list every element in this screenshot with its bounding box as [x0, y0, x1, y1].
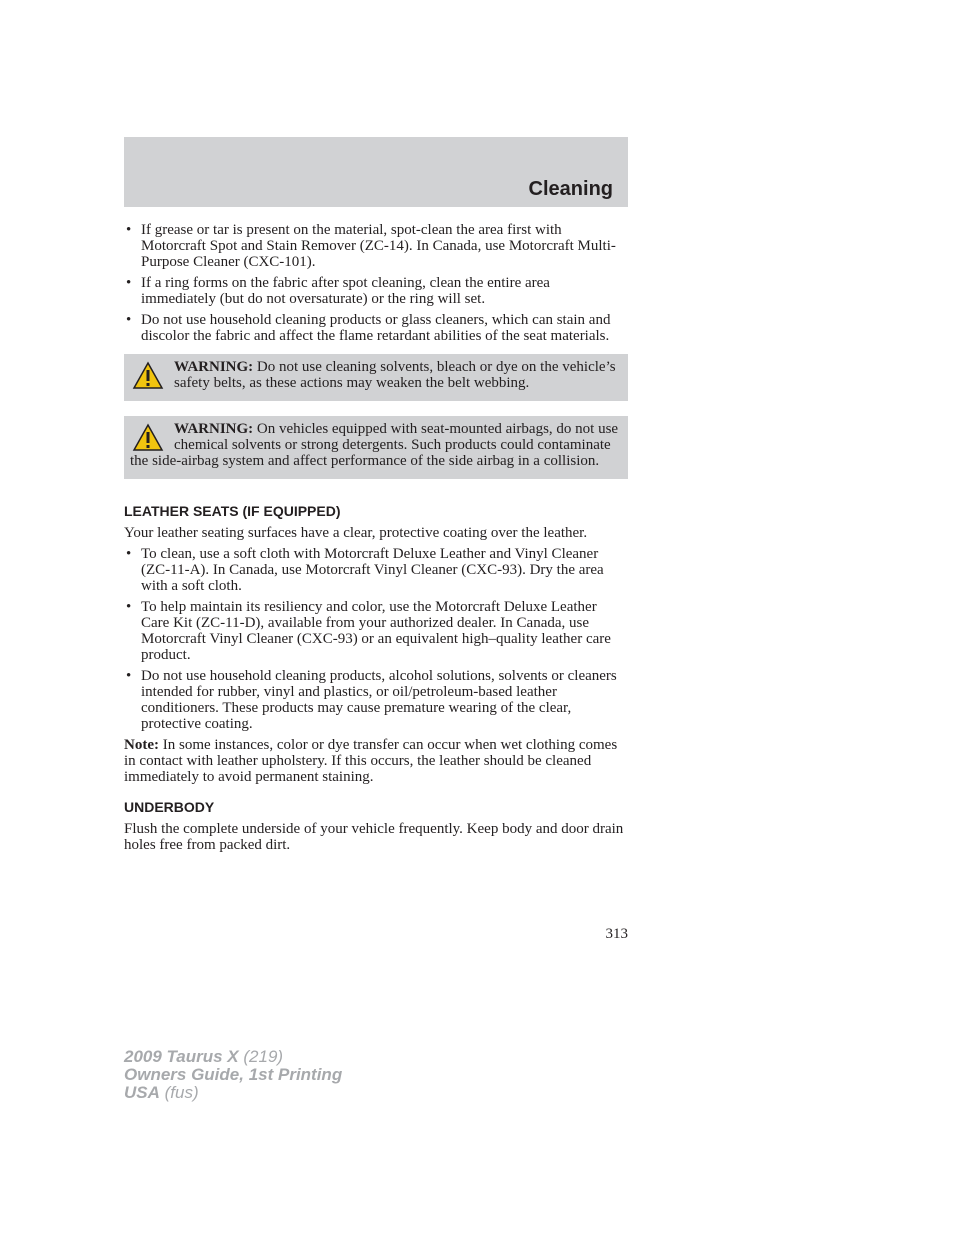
leather-bullet-list: [124, 546, 628, 732]
intro-bullet-list: [124, 222, 628, 344]
leather-intro: Your leather seating surfaces have a clear, protective coating over the leather.: [124, 525, 588, 541]
warning-label: WARNING:: [174, 359, 254, 375]
list-item: • Do not use household cleaning products, alcohol solutions, solvents or cleaners intended for rubber, vinyl and plastics, or oil/petroleum-based leather conditioners. These products may cause premature wearing of the clear, protective coating.: [124, 668, 628, 732]
warning-box-side-airbags: [124, 416, 628, 479]
leather-note: [124, 737, 628, 785]
document-footer: [124, 1048, 342, 1102]
footer-line-guide: Owners Guide, 1st Printing: [124, 1065, 343, 1084]
list-item: • If a ring forms on the fabric after spot cleaning, clean the entire area immediately (but do not oversaturate) or the ring will set.: [124, 275, 628, 307]
footer-line-market: USA (fus): [124, 1083, 199, 1102]
page-number: 313: [605, 926, 628, 942]
section-title: Cleaning: [528, 178, 613, 200]
note-text: In some instances, color or dye transfer can occur when wet clothing comes in contact with leather upholstery. If this occurs, the leather should be cleaned immediately to avoid permanent staining.: [124, 737, 618, 785]
warning-text: On vehicles equipped with seat-mounted airbags, do not use chemical solvents or strong detergents. Such products could contaminate the side-airbag system and affect performance of the side airbag in a collision.: [130, 421, 619, 469]
page-content: [124, 222, 628, 858]
list-item: • Do not use household cleaning products or glass cleaners, which can stain and discolor the fabric and affect the flame retardant abilities of the seat materials.: [124, 312, 628, 344]
footer-line-model: 2009 Taurus X (219): [124, 1047, 284, 1066]
underbody-heading: UNDERBODY: [124, 799, 215, 815]
warning-box-safety-belts: [124, 354, 628, 401]
note-label: Note:: [124, 737, 159, 753]
list-item: • To help maintain its resiliency and color, use the Motorcraft Deluxe Leather Care Kit (ZC-11-D), available from your authorized dealer. In Canada, use Motorcraft Vinyl Cleaner (CXC-93) or an equivalent high–quality leather care product.: [124, 599, 628, 663]
warning-text: Do not use cleaning solvents, bleach or dye on the vehicle’s safety belts, as these actions may weaken the belt webbing.: [174, 359, 616, 391]
list-item: • To clean, use a soft cloth with Motorcraft Deluxe Leather and Vinyl Cleaner (ZC-11-A). In Canada, use Motorcraft Vinyl Cleaner (CXC-93). Dry the area with a soft cloth.: [124, 546, 628, 594]
warning-triangle-icon: [132, 423, 164, 453]
section-header-bar: [124, 137, 628, 207]
underbody-text: Flush the complete underside of your vehicle frequently. Keep body and door drain holes free from packed dirt.: [124, 821, 624, 853]
warning-triangle-icon: [132, 361, 164, 391]
leather-seats-heading: LEATHER SEATS (IF EQUIPPED): [124, 503, 341, 519]
warning-label: WARNING:: [174, 421, 254, 437]
list-item: • If grease or tar is present on the material, spot-clean the area first with Motorcraft Spot and Stain Remover (ZC-14). In Canada, use Motorcraft Multi-Purpose Cleaner (CXC-101).: [124, 222, 628, 270]
